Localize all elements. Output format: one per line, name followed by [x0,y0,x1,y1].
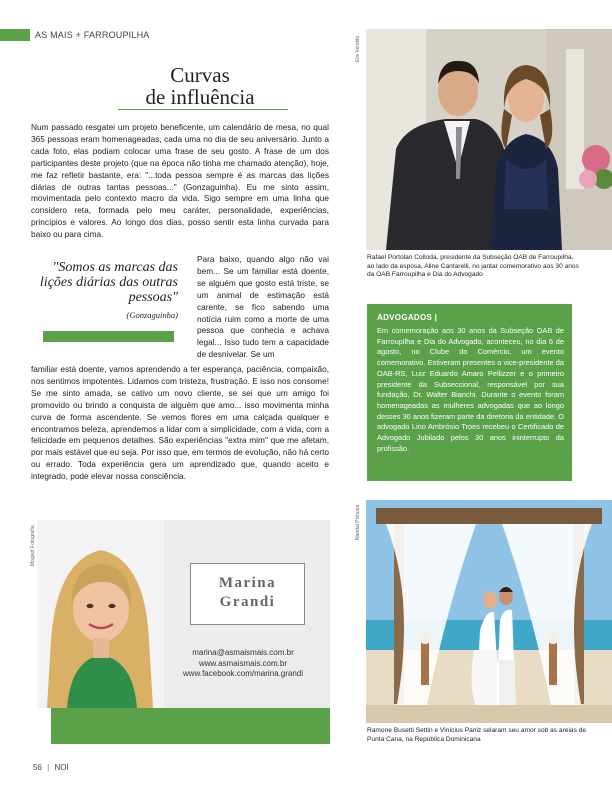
author-facebook: www.facebook.com/marina.grandi [182,669,304,678]
magazine-name: NOI [54,763,69,772]
page-footer [33,763,69,772]
article-paragraph-1: Num passado resgatei um projeto beneficente, um calendário de mesa, no qual 365 pessoas eram homenageadas, cada uma no dia de seu aniversário. Junto a cada foto, elas podiam colocar uma frase de seu gosto. A frase de um dos participantes deste projeto (que na época não tinha me chamado atenção), hoje, me faz refletir bastante, era: "...toda pessoa sempre é as marcas das lições diárias de outras tantas pessoas..." (Gonzaguinha). Eu me sinto assim, movimentada pelo contexto macro da vida. Sigo sempre em uma linha que considero reta, formada pelo meu caráter, personalidade, experiências, princípios e valores. Ao longo dos dias, posso sentir esta linha curvada para baixo ou para cima. [31,122,329,240]
section-color-bar [0,29,30,41]
title-underline [118,109,288,110]
advogados-box-title: ADVOGADOS | [377,313,438,322]
wedding-photo-illustration [366,500,612,723]
author-contact [168,648,318,680]
photo1-credit: Elis Vendito [355,35,361,62]
wedding-photo [366,500,612,723]
author-first-name: Marina [218,575,277,591]
section-label: AS MAIS + FARROUPILHA [35,30,150,40]
article-paragraph-2: Para baixo, quando algo não vai bem... Se um familiar está doente, se alguém que gosto está triste, se um animal de estimação está carente, se fico sabendo uma notícia ruim como a morte de uma pessoa que conhecia e achava legal... Isso tudo tem a capacidade de desnivelar. Se um [197,254,329,360]
couple-photo-illustration [366,29,612,250]
author-email: marina@asmaismais.com.br [192,648,294,657]
author-website: www.asmaismais.com.br [198,658,287,668]
article-paragraph-3: familiar está doente, vamos aprendendo a ter esperança, paciência, compaixão, nos sentimos impotentes. Lidamos com tristeza, frustração. E isso nos consome! Se me sinto amada, se cativo um novo cliente, se sei que um amigo foi promovido ou brindo a conquista de alguém que amo... isso movimenta minha curva de forma ascendente. Se vemos flores em uma calçada qualquer e encontramos beleza, aprendemos a lidar com a simplicidade, com a vida, com a felicidade em pequenos detalhes. São experiências "extra mim" que me afetam, por mais estável que eu seja. Por isso que, em termos de evolução, não há certo ou errado. Toda experiência gera um aprendizado que, quando aceito e integrado, pode elevar nossa consciência. [31,364,329,482]
author-photo-credit: Mogiart Fotografia [30,525,36,566]
photo2-caption: Ramone Busetti Settin e Vinícius Paniz selaram seu amor sob as areias de Punta Cana, na República Dominicana [367,727,587,743]
page-number: 56 [33,763,42,772]
author-photo [37,520,164,708]
photo1-caption: Rafael Portolan Colloda, presidente da Subseção OAB de Farroupilha, ao lado da esposa, Aline Cantarelli, no jantar comemorativo aos 30 anos da OAB Farroupilha e Dia do Advogado [367,254,579,279]
title-line-2: de influência [145,85,255,109]
couple-photo [366,29,612,250]
author-portrait-illustration [37,520,164,708]
title-line-1: Curvas [170,63,230,87]
author-name-box [190,563,305,625]
quote-color-bar [43,331,174,342]
article-title [100,64,300,108]
footer-separator: | [47,763,50,772]
author-color-bar [51,708,330,744]
photo2-credit: Nandal Pictures [355,504,361,540]
advogados-box [367,304,572,481]
pull-quote: "Somos as marcas das lições diárias das outras pessoas" [39,260,178,305]
advogados-box-text: Em comemoração aos 30 anos da Subseção OAB de Farroupilha e Dia do Advogado, aconteceu, no dia 6 de agosto, no Clube do Comércio, um evento comemorativo. Estiveram presentes o vice-presidente da OAB-RS, Luiz Eduardo Amaro Pellizzer e o primeiro presidente da Subseccional, responsável por sua fundação, Dr. Walter Bianchi. Durante o evento foram homenageadas as mulheres advogadas que ao longo desses 30 anos fizeram parte da diretoria da entidade. O advogado Lino Ambrósio Troes recebeu o Certificado de Advogado Jubilado pelos 30 anos ininterrupto da profissão. [377,326,564,453]
pull-quote-author: (Gonzaguinha) [126,310,178,320]
author-last-name: Grandi [219,594,276,610]
